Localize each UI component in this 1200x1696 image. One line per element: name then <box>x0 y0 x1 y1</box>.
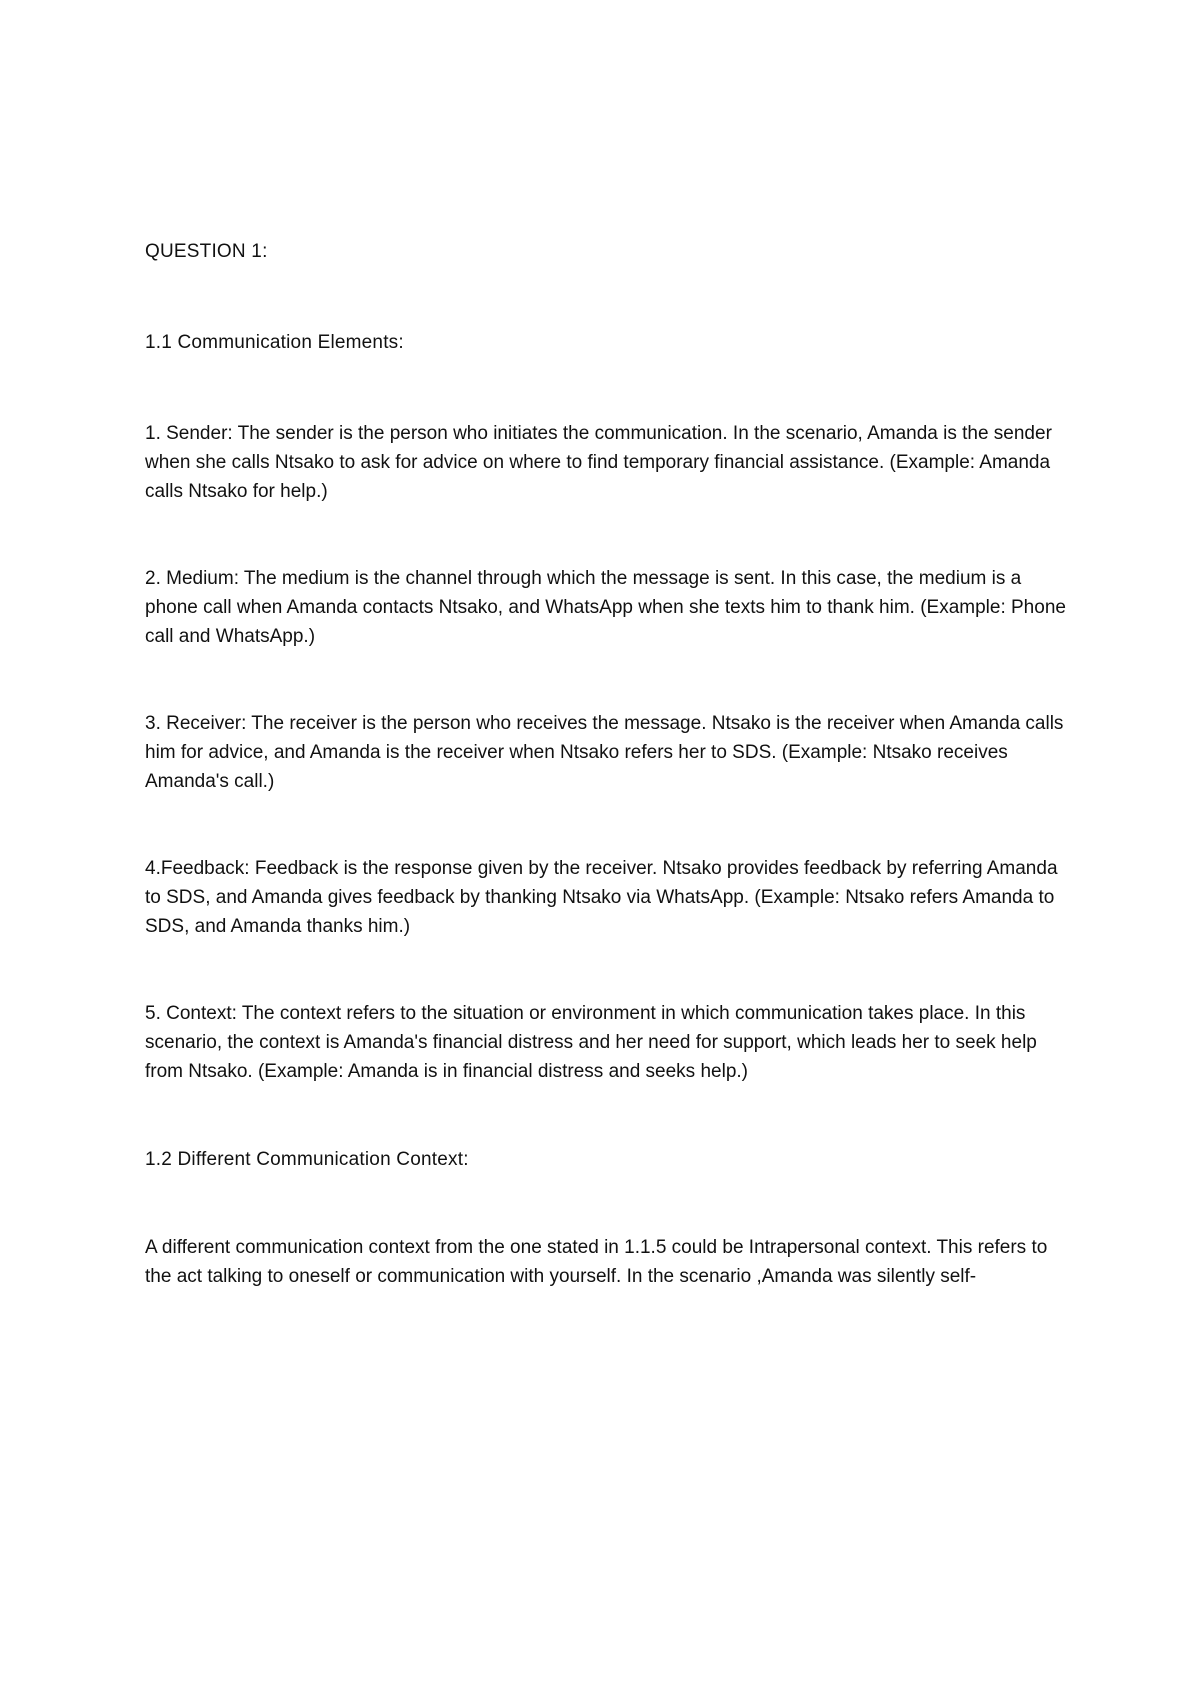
question-heading: QUESTION 1: <box>145 241 268 262</box>
section-1-1-heading: 1.1 Communication Elements: <box>145 332 404 353</box>
element-medium-paragraph: 2. Medium: The medium is the channel through which the message is sent. In this case, the medium is a phone call when Amanda contacts Ntsako, and WhatsApp when she texts him to thank him. (Example: Phone call and WhatsApp.) <box>145 568 1066 647</box>
document-body <box>145 237 1075 1291</box>
section-1-2-paragraph: A different communication context from the one stated in 1.1.5 could be Intrapersonal context. This refers to the act talking to oneself or communication with yourself. In the scenario ,Amanda was silently self- <box>145 1237 1048 1287</box>
element-context-paragraph: 5. Context: The context refers to the situation or environment in which communication takes place. In this scenario, the context is Amanda's financial distress and her need for support, which leads her to seek help from Ntsako. (Example: Amanda is in financial distress and seeks help.) <box>145 1003 1037 1082</box>
element-receiver-paragraph: 3. Receiver: The receiver is the person who receives the message. Ntsako is the receiver when Amanda calls him for advice, and Amanda is the receiver when Ntsako refers her to SDS. (Example: Ntsako receives Amanda's call.) <box>145 713 1064 792</box>
element-feedback-paragraph: 4.Feedback: Feedback is the response given by the receiver. Ntsako provides feedback by referring Amanda to SDS, and Amanda gives feedback by thanking Ntsako via WhatsApp. (Example: Ntsako refers Amanda to SDS, and Amanda thanks him.) <box>145 858 1058 937</box>
section-1-2-heading: 1.2 Different Communication Context: <box>145 1149 469 1170</box>
element-sender-paragraph: 1. Sender: The sender is the person who initiates the communication. In the scenario, Amanda is the sender when she calls Ntsako to ask for advice on where to find temporary financial assistance. (Example: Amanda calls Ntsako for help.) <box>145 423 1052 502</box>
